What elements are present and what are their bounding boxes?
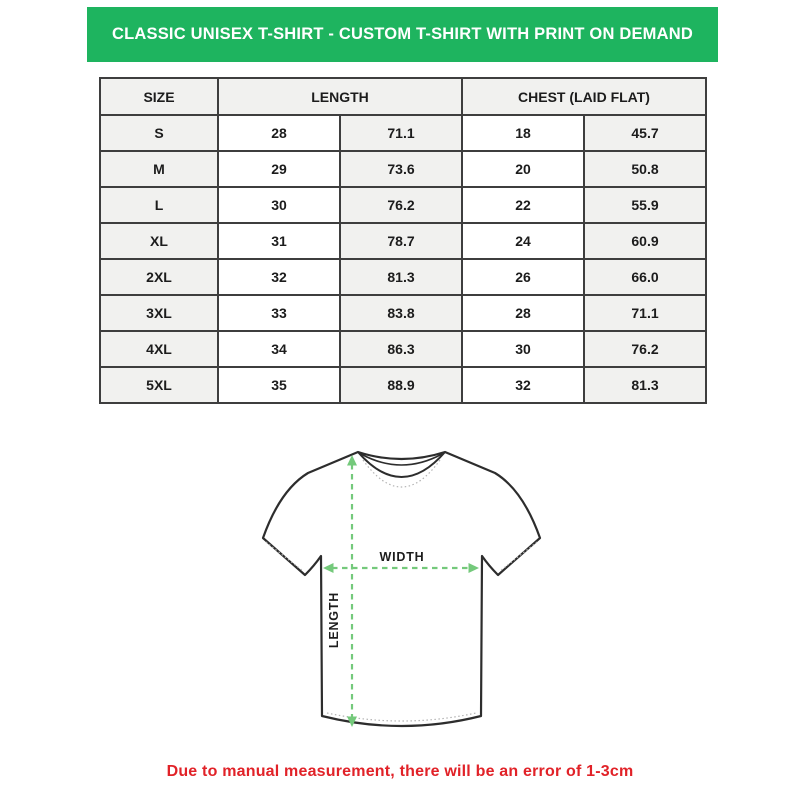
cell-length_in: 29 <box>218 151 340 187</box>
cell-chest_in: 24 <box>462 223 584 259</box>
length-label: LENGTH <box>327 591 341 649</box>
cell-chest_in: 32 <box>462 367 584 403</box>
cell-length_in: 31 <box>218 223 340 259</box>
width-label: WIDTH <box>379 550 425 564</box>
cell-length_in: 30 <box>218 187 340 223</box>
table-row-2xl <box>100 259 706 295</box>
cell-chest_cm: 66.0 <box>584 259 706 295</box>
cell-length_in: 35 <box>218 367 340 403</box>
cell-chest_in: 22 <box>462 187 584 223</box>
cell-chest_in: 26 <box>462 259 584 295</box>
cell-chest_in: 30 <box>462 331 584 367</box>
tshirt-measurement-diagram <box>250 430 550 750</box>
cell-length_cm: 86.3 <box>340 331 462 367</box>
cell-length_cm: 78.7 <box>340 223 462 259</box>
table-row-5xl <box>100 367 706 403</box>
cell-length_cm: 76.2 <box>340 187 462 223</box>
table-row-s <box>100 115 706 151</box>
col-header-chest: CHEST (LAID FLAT) <box>462 78 706 115</box>
table-row-xl <box>100 223 706 259</box>
cell-chest_cm: 76.2 <box>584 331 706 367</box>
cell-length_cm: 83.8 <box>340 295 462 331</box>
title-banner <box>87 7 718 62</box>
cell-chest_in: 20 <box>462 151 584 187</box>
cell-length_cm: 88.9 <box>340 367 462 403</box>
cell-chest_cm: 81.3 <box>584 367 706 403</box>
table-row-m <box>100 151 706 187</box>
size-table <box>99 77 707 404</box>
size-table-body <box>100 115 706 403</box>
cell-chest_in: 18 <box>462 115 584 151</box>
size-table-header <box>100 78 706 115</box>
cell-size: 2XL <box>100 259 218 295</box>
page-title: CLASSIC UNISEX T-SHIRT - CUSTOM T-SHIRT WITH PRINT ON DEMAND <box>112 25 693 43</box>
cell-chest_in: 28 <box>462 295 584 331</box>
cell-length_cm: 81.3 <box>340 259 462 295</box>
cell-chest_cm: 45.7 <box>584 115 706 151</box>
cell-length_in: 32 <box>218 259 340 295</box>
cell-length_cm: 73.6 <box>340 151 462 187</box>
cell-length_in: 28 <box>218 115 340 151</box>
cell-size: 4XL <box>100 331 218 367</box>
col-header-size: SIZE <box>100 78 218 115</box>
cell-size: L <box>100 187 218 223</box>
table-row-4xl <box>100 331 706 367</box>
cell-size: M <box>100 151 218 187</box>
table-row-l <box>100 187 706 223</box>
cell-length_in: 34 <box>218 331 340 367</box>
cell-chest_cm: 60.9 <box>584 223 706 259</box>
col-header-length: LENGTH <box>218 78 462 115</box>
cell-size: XL <box>100 223 218 259</box>
cell-chest_cm: 71.1 <box>584 295 706 331</box>
cell-length_cm: 71.1 <box>340 115 462 151</box>
measurement-note: Due to manual measurement, there will be an error of 1-3cm <box>166 763 634 780</box>
cell-chest_cm: 50.8 <box>584 151 706 187</box>
cell-size: S <box>100 115 218 151</box>
cell-size: 3XL <box>100 295 218 331</box>
header-row <box>100 78 706 115</box>
table-row-3xl <box>100 295 706 331</box>
cell-length_in: 33 <box>218 295 340 331</box>
cell-size: 5XL <box>100 367 218 403</box>
tshirt-outline <box>263 452 540 726</box>
cell-chest_cm: 55.9 <box>584 187 706 223</box>
